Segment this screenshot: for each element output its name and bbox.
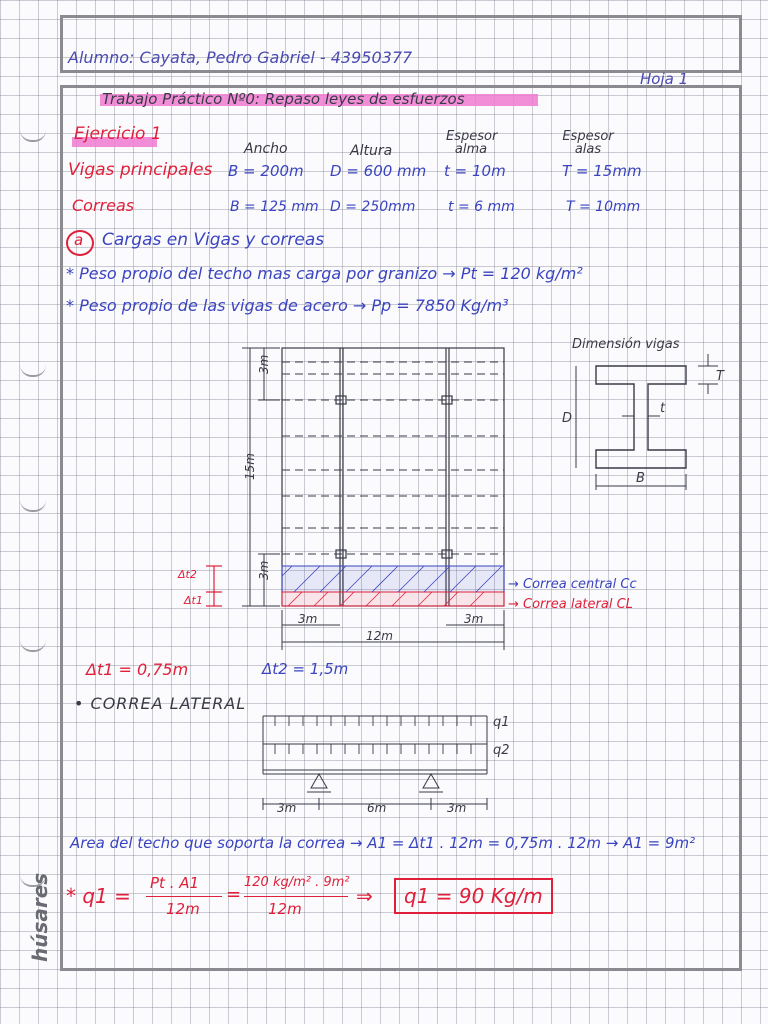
row-correas-B: B = 125 mm: [230, 199, 319, 215]
roof-plan-drawing: [170, 340, 637, 650]
row-vigas-T: T = 15mm: [562, 162, 642, 180]
row-vigas-name: Vigas principales: [68, 160, 213, 180]
exercise-label: Ejercicio 1: [74, 124, 162, 144]
delta-t2: Δt2 = 1,5m: [262, 660, 349, 678]
binder-hole: [20, 130, 46, 142]
fraction-1-bar: [146, 896, 222, 897]
dt1-label: Δt1: [184, 594, 203, 607]
row-correas-D: D = 250mm: [330, 199, 416, 215]
section-marker: a: [74, 231, 84, 249]
fraction-1-denominator: 12m: [166, 900, 200, 918]
q2-label: q2: [493, 743, 510, 758]
tributary-area-lateral: [282, 592, 504, 606]
lateral-purlin-label: → Correa lateral CL: [508, 597, 633, 612]
dim-T-label: T: [716, 369, 724, 384]
dim-B-label: B: [636, 471, 645, 486]
assignment-title: Trabajo Práctico Nº0: Repaso leyes de esfuerzos: [102, 90, 465, 108]
span-right-label: 3m: [447, 801, 467, 815]
load-line-2: * Peso propio de las vigas de acero → Pp = 7850 Kg/m³: [66, 296, 509, 315]
row-vigas-D: D = 600 mm: [330, 162, 427, 180]
fraction-2-numerator: 120 kg/m² . 9m²: [244, 875, 350, 890]
fraction-2-bar: [244, 896, 348, 897]
row-vigas-t: t = 10m: [444, 162, 506, 180]
row-correas-t: t = 6 mm: [448, 199, 515, 215]
correa-lateral-title: • CORREA LATERAL: [74, 694, 247, 713]
purlin-lines: [282, 362, 504, 554]
row-vigas-B: B = 200m: [228, 162, 304, 180]
area-calculation: Area del techo que soporta la correa → A1 = Δt1 . 12m = 0,75m . 12m → A1 = 9m²: [70, 834, 696, 852]
result-box: q1 = 90 Kg/m: [394, 878, 553, 914]
central-purlin-label: → Correa central Cc: [508, 577, 637, 592]
beam-load-diagram: [255, 712, 525, 822]
dim-bottom-label: 3m: [257, 560, 271, 580]
col-espesor-alma: Espesor alma: [446, 129, 498, 157]
fraction-1-numerator: Pt . A1: [150, 874, 200, 892]
row-correas-name: Correas: [72, 196, 135, 215]
row-correas-T: T = 10mm: [566, 199, 641, 215]
dim-D-label: D: [562, 411, 573, 426]
section-title: Cargas en Vigas y correas: [102, 230, 325, 250]
binder-hole: [20, 365, 46, 377]
span-left-label: 3m: [277, 801, 297, 815]
dim-t-label: t: [660, 401, 666, 416]
support-right: [423, 774, 439, 788]
formula-lhs: * q1 =: [66, 884, 131, 908]
fraction-2-denominator: 12m: [268, 900, 302, 918]
dim-right-label: 3m: [464, 612, 484, 626]
equals-sign: =: [226, 884, 242, 905]
delta-t1: Δt1 = 0,75m: [86, 660, 189, 679]
support-left: [311, 774, 327, 788]
student-name: Alumno: Cayata, Pedro Gabriel - 43950377: [68, 48, 413, 67]
dim-width-label: 12m: [366, 629, 393, 643]
binder-hole: [20, 500, 46, 512]
col-espesor-alas: Espesor alas: [562, 129, 614, 157]
ibeam-shape: [596, 366, 686, 468]
span-mid-label: 6m: [367, 801, 387, 815]
load-line-1: * Peso propio del techo mas carga por granizo → Pt = 120 kg/m²: [66, 264, 583, 283]
brand-logo: húsares: [28, 872, 52, 962]
q1-label: q1: [493, 715, 510, 730]
dt2-label: Δt2: [178, 568, 197, 581]
dim-top-label: 3m: [257, 354, 271, 374]
implies-arrow: ⇒: [356, 884, 373, 908]
dim-left-label: 3m: [298, 612, 318, 626]
ibeam-section-drawing: [560, 332, 730, 492]
col-altura: Altura: [350, 143, 393, 159]
page-number: Hoja 1: [640, 70, 689, 88]
load-arrows: [275, 716, 471, 754]
section-detail-title: Dimensión vigas: [572, 337, 680, 352]
col-ancho: Ancho: [244, 141, 288, 157]
binder-hole: [20, 640, 46, 652]
dim-total-label: 15m: [243, 453, 257, 480]
tributary-area-central: [282, 566, 504, 592]
